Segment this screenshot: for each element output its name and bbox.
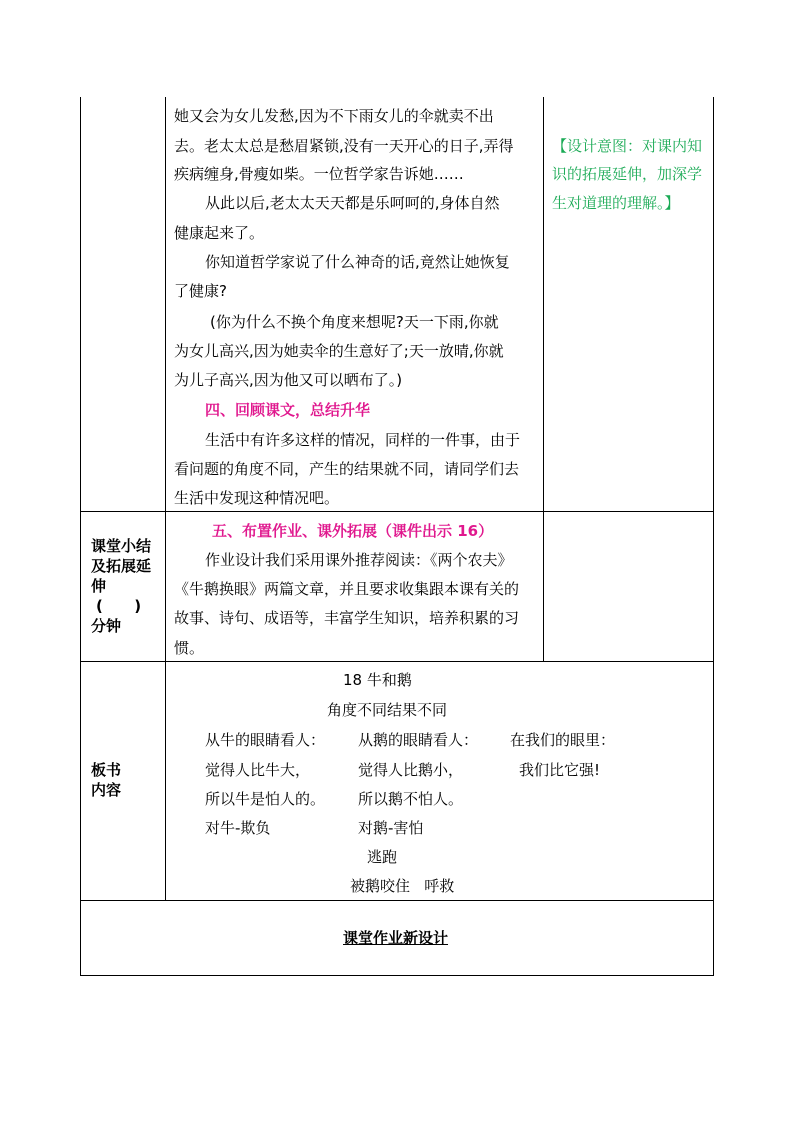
- design-note-line: 【设计意图：对课内知: [552, 137, 703, 155]
- section5-heading: 五、布置作业、课外拓展（课件出示 16）: [212, 522, 494, 540]
- section4-line: 生活中有许多这样的情况，同样的一件事，由于: [205, 431, 521, 449]
- board-col2-line: 所以鹅不怕人。: [358, 790, 464, 808]
- story-line: 她又会为女儿发愁,因为不下雨女儿的伞就卖不出: [174, 107, 494, 125]
- section4-line: 看问题的角度不同，产生的结果就不同，请同学们去: [174, 460, 520, 478]
- section4-heading: 四、回顾课文，总结升华: [205, 401, 371, 419]
- story-line: 了健康?: [174, 282, 227, 300]
- homework-line: 故事、诗句、成语等，丰富学生知识，培养积累的习: [174, 609, 520, 627]
- story-line: (你为什么不换个角度来想呢?天一下雨,你就: [210, 313, 499, 331]
- summary-label-line: 分钟: [91, 617, 122, 635]
- design-note-line: 生对道理的理解。】: [552, 194, 680, 212]
- row-divider-1: [80, 511, 714, 512]
- row-divider-2: [80, 661, 714, 662]
- board-label-line: 内容: [91, 781, 122, 799]
- table-border-right: [713, 97, 714, 976]
- story-line: 疾病缠身,骨瘦如柴。一位哲学家告诉她……: [174, 165, 464, 183]
- board-col2-line: 觉得人比鹅小，: [358, 761, 464, 779]
- board-col1-line: 所以牛是怕人的。: [205, 790, 326, 808]
- column-divider-2: [543, 97, 544, 662]
- board-col2-line: 对鹅-害怕: [358, 819, 424, 837]
- story-line: 为女儿高兴,因为她卖伞的生意好了;天一放晴,你就: [174, 342, 504, 360]
- board-col1-line: 觉得人比牛大，: [205, 761, 311, 779]
- story-line: 为儿子高兴,因为他又可以晒布了。): [174, 371, 403, 389]
- homework-line: 惯。: [174, 639, 205, 657]
- summary-label-line: 伸: [91, 577, 107, 595]
- design-note-line: 识的拓展延伸，加深学: [552, 165, 703, 183]
- homework-line: 《牛鹅换眼》两篇文章，并且要求收集跟本课有关的: [174, 580, 520, 598]
- board-col1-line: 从牛的眼睛看人：: [205, 731, 326, 749]
- summary-label-line: 课堂小结: [91, 537, 152, 555]
- summary-label-line: 及拓展延: [91, 557, 152, 575]
- section4-line: 生活中发现这种情况吧。: [174, 489, 340, 507]
- story-line: 去。老太太总是愁眉紧锁,没有一天开心的日子,弄得: [174, 137, 514, 155]
- row-divider-3: [80, 900, 714, 901]
- board-label-line: 板书: [91, 761, 122, 779]
- board-subtitle: 角度不同结果不同: [327, 701, 448, 719]
- summary-minutes-blank: ( ): [96, 597, 142, 615]
- board-col2-line: 从鹅的眼睛看人：: [358, 731, 479, 749]
- table-border-bottom: [80, 975, 714, 976]
- board-col3-line: 在我们的眼里：: [510, 731, 616, 749]
- homework-design-title: 课堂作业新设计: [343, 929, 449, 947]
- board-extra-run-away: 逃跑: [367, 848, 398, 866]
- table-border-left: [80, 97, 81, 976]
- homework-line: 作业设计我们采用课外推荐阅读：《两个农夫》: [205, 551, 513, 569]
- story-line: 你知道哲学家说了什么神奇的话,竟然让她恢复: [205, 253, 510, 271]
- story-line: 从此以后,老太太天天都是乐呵呵的,身体自然: [205, 194, 500, 212]
- column-divider-1: [165, 97, 166, 901]
- board-title: 18 牛和鹅: [343, 671, 412, 689]
- board-col3-line: 我们比它强!: [519, 761, 601, 779]
- story-line: 健康起来了。: [174, 224, 265, 242]
- board-extra-bitten: 被鹅咬住 呼救: [350, 877, 455, 895]
- board-col1-line: 对牛-欺负: [205, 819, 271, 837]
